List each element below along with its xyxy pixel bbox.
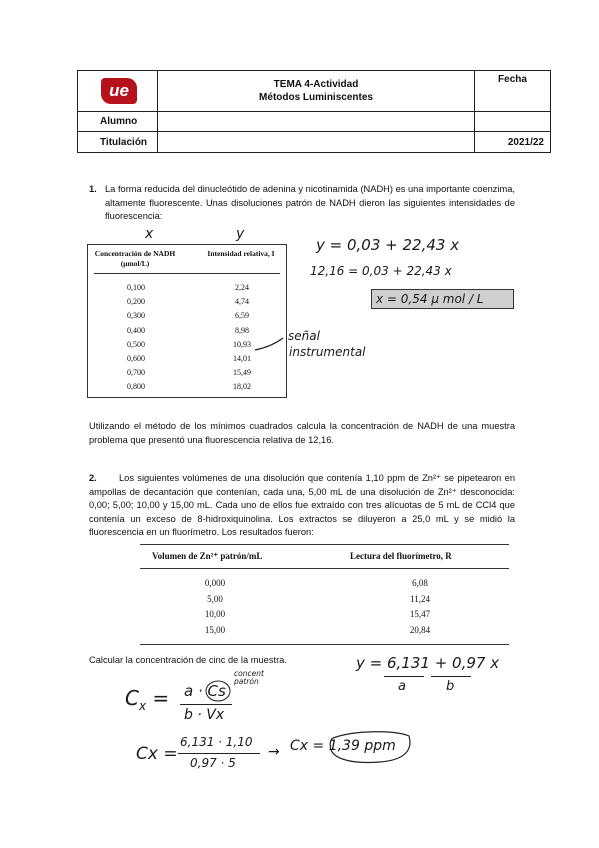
nadh-intensity-cell: 4,74: [235, 297, 249, 307]
hw-q2-eq: y = 6,131 + 0,97 x: [356, 654, 500, 672]
hw-formula-den: b · Vx: [184, 707, 225, 723]
nadh-intensity-cell: 15,49: [233, 368, 251, 378]
hw-arrow: →: [268, 744, 280, 760]
nadh-conc-cell: 0,400: [127, 325, 145, 335]
q2-text: Los siguientes volúmenes de una disolución que contenía 1,10 ppm de Zn²⁺ se pipetearon en ampollas de decantación que contenían, cada una, 5,00 mL de una disolución de Zn²⁺ desconocida: 0,00; 5,00; 10,00 y 15,00 mL. Cada uno de ellos fue extraído con tres alícuotas de 5 mL de CCl4 que contenía un exceso de 8-hidroxiquinolina. Los extractos se diluyeron a 25,0 mL y se midió la fluorescencia en un fluorímetro. Los resultados fueron:: [89, 473, 515, 538]
q2-followup: Calcular la concentración de cinc de la muestra.: [89, 655, 287, 665]
hw-note-line2: instrumental: [289, 345, 366, 359]
zinc-col2-header: Lectura del fluorímetro, R: [350, 551, 452, 561]
hw-note-line1: señal: [288, 329, 320, 343]
zinc-reading-cell: 15,47: [409, 609, 431, 619]
hw-calc-den: 0,97 · 5: [190, 756, 236, 770]
hw-eq2: 12,16 = 0,03 + 22,43 x: [310, 264, 452, 278]
hw-conc-note: concent patrón: [234, 669, 264, 686]
nadh-conc-cell: 0,700: [127, 368, 145, 378]
nadh-conc-cell: 0,800: [127, 382, 145, 392]
zinc-table: [140, 544, 509, 644]
hw-circle: [203, 678, 233, 704]
zinc-volume-cell: 5,00: [207, 593, 223, 604]
alumno-label: Alumno: [100, 116, 138, 127]
alumno-value-cell[interactable]: [158, 112, 475, 132]
title-line1: TEMA 4-Actividad: [273, 79, 359, 90]
nadh-intensity-cell: 6,59: [235, 311, 249, 321]
hw-b-underline: [431, 676, 471, 677]
titulacion-cell: [78, 132, 158, 152]
titulacion-value-cell[interactable]: [158, 132, 475, 152]
zinc-reading-cell: 11,24: [410, 593, 430, 604]
hw-calc-rule: [178, 753, 260, 754]
title-cell: [158, 71, 475, 112]
hw-formula-rule: [180, 704, 232, 705]
nadh-intensity-cell: 14,01: [233, 354, 251, 363]
nadh-conc-cell: 0,500: [127, 339, 145, 349]
hw-result-box: x = 0,54 μ mol / L: [371, 289, 514, 309]
nadh-header-rule: [94, 273, 280, 274]
university-logo: [101, 78, 137, 104]
hw-cx-symbol: $C_x$ =: [125, 686, 170, 713]
zinc-col1-header: Volumen de Zn²⁺ patrón/mL: [152, 551, 263, 561]
nadh-intensity-cell: 2,24: [235, 283, 249, 292]
nadh-intensity-cell: 10,93: [233, 339, 251, 349]
hw-cx-label: Cx =: [136, 744, 178, 764]
titulacion-label: Titulación: [100, 136, 148, 148]
zinc-header-rule: [140, 568, 509, 569]
hw-eq1: y = 0,03 + 22,43 x: [316, 236, 460, 254]
fecha-cell: [475, 71, 550, 112]
alumno-cell: [78, 112, 158, 132]
nadh-conc-cell: 0,300: [127, 311, 145, 321]
q1-number: 1.: [89, 184, 97, 194]
hw-formula-num: a · Cs: [184, 682, 226, 700]
zinc-volume-cell: 15,00: [204, 624, 226, 635]
q1-text: La forma reducida del dinucleótido de adenina y nicotinamida (NADH) es una importante coenzima, altamente fluorescente. Unas disoluciones patrón de NADH dieron las siguientes intensidades de fluorescencia:: [105, 184, 515, 222]
logo-cell: [78, 71, 158, 112]
q2-number: 2.: [89, 473, 97, 483]
nadh-conc-cell: 0,600: [127, 354, 145, 363]
hw-q2-result: Cx = 1,39 ppm: [290, 738, 396, 754]
hw-b-label: b: [446, 679, 455, 694]
title-line2: Métodos Luminiscentes: [259, 92, 373, 103]
zinc-volume-cell: 10,00: [204, 609, 226, 619]
fecha-label: Fecha: [498, 74, 527, 85]
nadh-intensity-cell: 18,02: [233, 382, 251, 392]
hw-result-circle: [325, 728, 415, 766]
hw-calc-num: 6,131 · 1,10: [180, 735, 253, 749]
header-table: [77, 70, 551, 153]
hw-y-label: y: [236, 226, 245, 242]
hw-a-label: a: [398, 679, 406, 694]
logo-text: ue: [109, 81, 129, 100]
zinc-reading-cell: 6,08: [412, 578, 428, 588]
nadh-conc-cell: 0,200: [127, 297, 145, 307]
nadh-col2-header: Intensidad relativa, I: [207, 249, 275, 258]
year-value: 2021/22: [507, 136, 544, 148]
hw-bracket: [250, 318, 390, 368]
q1-followup: Utilizando el método de los mínimos cuadrados calcula la concentración de NADH de una muestra problema que presentó una fluorescencia relativa de 12,16.: [89, 421, 515, 445]
hw-x-label: x: [145, 226, 154, 242]
nadh-conc-cell: 0,100: [127, 283, 145, 292]
hw-a-underline: [384, 676, 424, 677]
zinc-reading-cell: 20,84: [409, 624, 431, 635]
nadh-col1-header: Concentración de NADH (μmol/L): [94, 249, 176, 268]
alumno-extra-cell: [475, 112, 550, 132]
zinc-volume-cell: 0,000: [204, 578, 226, 588]
zinc-bottom-rule: [140, 644, 509, 645]
zinc-top-rule: [140, 544, 509, 545]
year-cell: [475, 132, 550, 152]
nadh-intensity-cell: 8,98: [235, 325, 249, 335]
